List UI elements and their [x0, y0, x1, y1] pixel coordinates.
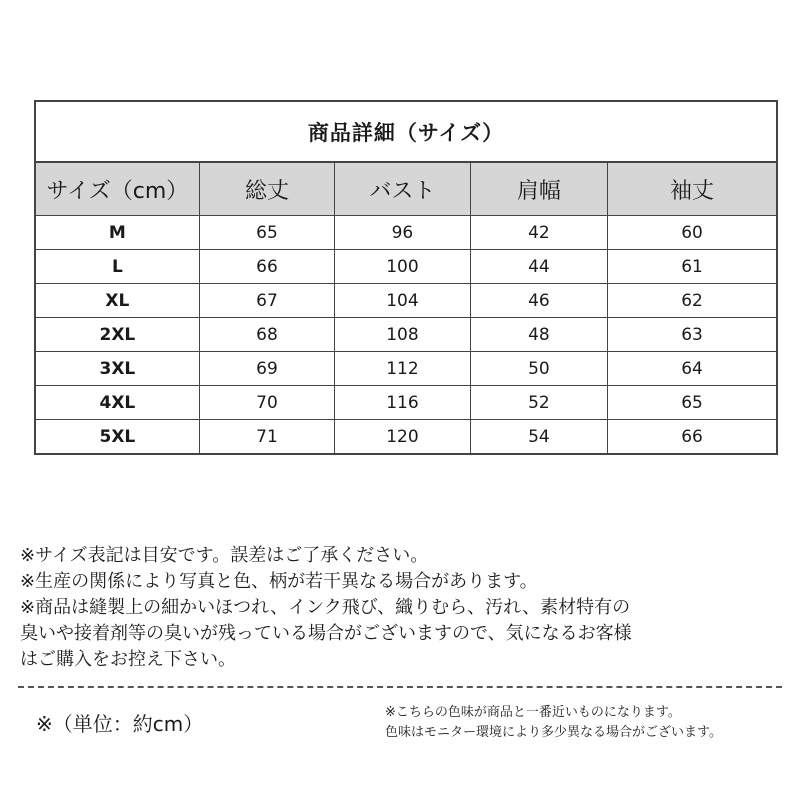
row-length: 69	[199, 352, 334, 386]
row-bust: 112	[335, 352, 471, 386]
row-sleeve: 66	[608, 420, 777, 455]
row-shoulder: 44	[470, 250, 607, 284]
row-size-label: 4XL	[35, 386, 199, 420]
table-header-row	[35, 162, 777, 216]
table-row	[35, 318, 777, 352]
row-sleeve: 62	[608, 284, 777, 318]
table-title: 商品詳細（サイズ）	[35, 101, 777, 162]
row-length: 67	[199, 284, 334, 318]
row-shoulder: 42	[470, 216, 607, 250]
table-row	[35, 420, 777, 455]
note-line: 臭いや接着剤等の臭いが残っている場合がございますので、気になるお客様	[20, 623, 632, 644]
row-shoulder: 48	[470, 318, 607, 352]
color-disclaimer	[385, 703, 790, 743]
row-bust: 96	[335, 216, 471, 250]
row-bust: 120	[335, 420, 471, 455]
disclaimer-line: ※こちらの色味が商品と一番近いものになります。	[385, 705, 681, 720]
row-size-label: 2XL	[35, 318, 199, 352]
row-size-label: XL	[35, 284, 199, 318]
dashed-divider	[18, 686, 782, 688]
header-size: サイズ（cm）	[35, 162, 199, 216]
note-line: ※商品は縫製上の細かいほつれ、インク飛び、織りむら、汚れ、素材特有の	[20, 597, 631, 618]
row-bust: 104	[335, 284, 471, 318]
header-sleeve: 袖丈	[608, 162, 777, 216]
table-row	[35, 284, 777, 318]
unit-note: ※（単位：約cm）	[36, 712, 204, 736]
row-length: 66	[199, 250, 334, 284]
row-bust: 108	[335, 318, 471, 352]
row-shoulder: 54	[470, 420, 607, 455]
header-bust: バスト	[335, 162, 471, 216]
row-sleeve: 61	[608, 250, 777, 284]
note-line: ※生産の関係により写真と色、柄が若干異なる場合があります。	[20, 571, 538, 592]
row-bust: 100	[335, 250, 471, 284]
row-size-label: 5XL	[35, 420, 199, 455]
table-row	[35, 386, 777, 420]
row-shoulder: 46	[470, 284, 607, 318]
row-size-label: M	[35, 216, 199, 250]
row-sleeve: 64	[608, 352, 777, 386]
row-size-label: L	[35, 250, 199, 284]
row-bust: 116	[335, 386, 471, 420]
notes	[20, 543, 795, 673]
size-table	[34, 100, 778, 455]
row-size-label: 3XL	[35, 352, 199, 386]
header-shoulder: 肩幅	[470, 162, 607, 216]
table-row	[35, 250, 777, 284]
row-length: 68	[199, 318, 334, 352]
disclaimer-line: 色味はモニター環境により多少異なる場合がございます。	[385, 725, 722, 740]
row-shoulder: 50	[470, 352, 607, 386]
table-row	[35, 352, 777, 386]
row-shoulder: 52	[470, 386, 607, 420]
table-row	[35, 216, 777, 250]
row-length: 65	[199, 216, 334, 250]
header-length: 総丈	[199, 162, 334, 216]
note-line: ※サイズ表記は目安です。誤差はご了承ください。	[20, 545, 429, 566]
row-length: 71	[199, 420, 334, 455]
note-line: はご購入をお控え下さい。	[20, 649, 236, 670]
row-sleeve: 65	[608, 386, 777, 420]
row-sleeve: 60	[608, 216, 777, 250]
row-sleeve: 63	[608, 318, 777, 352]
table-body	[35, 216, 777, 455]
row-length: 70	[199, 386, 334, 420]
